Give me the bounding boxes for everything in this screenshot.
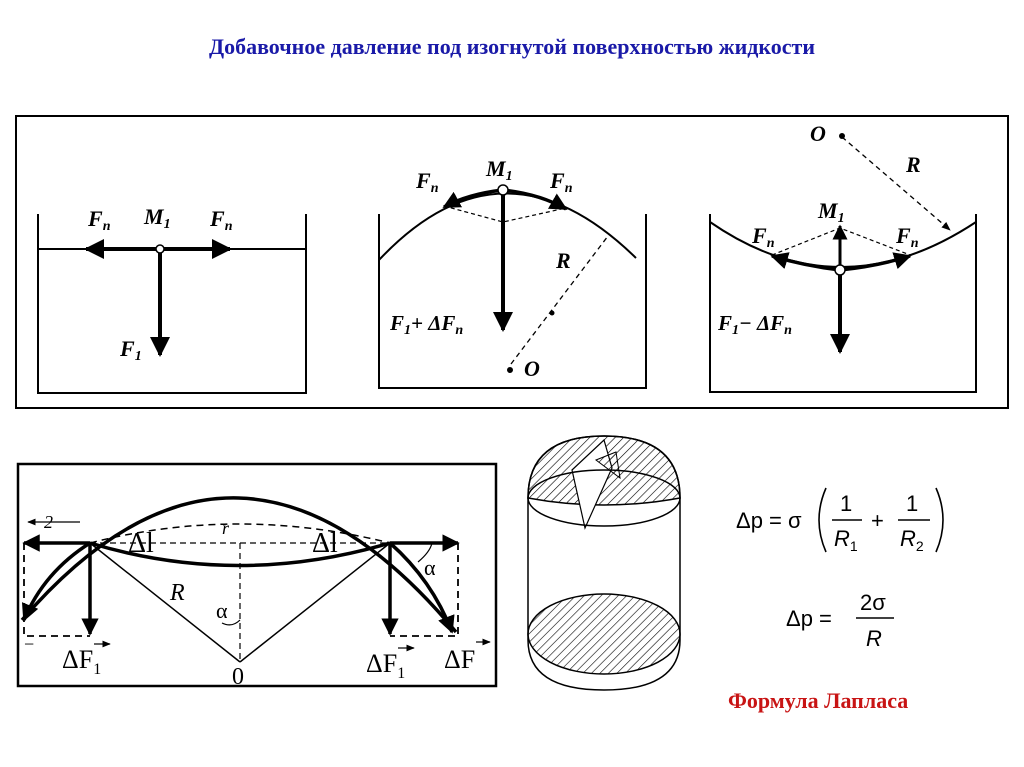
concave-liquid-surface [710, 222, 976, 267]
concave-force-left-arrow [772, 256, 840, 270]
flat-point-m1 [156, 245, 164, 253]
cap-force-diagram [18, 464, 496, 690]
mid-force-label: $\Delta F_1$ [366, 649, 406, 682]
label-2: 2 [44, 512, 53, 532]
flat-point-label: M1 [144, 204, 171, 232]
concave-radius-label: R [906, 152, 921, 177]
convex-center-point [507, 367, 513, 373]
top-surface-panel [16, 116, 1008, 408]
slide-title: Добавочное давление под изогнутой поверхностью жидкости [208, 34, 816, 59]
laplace-formulas [736, 488, 943, 651]
flat-down-force-label: F1 [120, 336, 142, 364]
formula1-plus: + [871, 508, 884, 533]
alpha-right-label: α [424, 555, 436, 580]
formula1-num1: 1 [840, 491, 853, 516]
concave-center-label: O [810, 121, 826, 146]
convex-down-force-label: F1+ ΔFп [390, 311, 464, 338]
formula2-lhs: Δp = [786, 606, 832, 631]
top-panel-frame [16, 116, 1008, 408]
convex-surface-vessel [379, 156, 646, 388]
concave-force-right-label: Fп [896, 223, 919, 251]
convex-radius-label: R [556, 248, 571, 273]
formula1-lhs: Δp = σ [736, 508, 802, 533]
convex-force-right-label: Fп [550, 168, 573, 196]
formula1-den1: $R_1$ [834, 526, 858, 554]
cylinder-cap-figure [528, 436, 680, 690]
dash-mark-label: − [24, 634, 35, 654]
left-force-label: $\Delta F_1$ [62, 645, 102, 678]
flat-surface-vessel [38, 204, 306, 393]
R-label: R [170, 580, 185, 606]
concave-force-right-arrow [840, 256, 910, 270]
formula1-left-paren [819, 488, 826, 552]
right-force-label: ΔF [444, 645, 476, 674]
concave-point-label: M1 [818, 198, 845, 226]
convex-center-label: O [524, 356, 540, 381]
concave-force-left-label: Fп [752, 223, 775, 251]
concave-point-m1 [835, 265, 845, 275]
concave-center-point [839, 133, 845, 139]
convex-force-left-label: Fп [416, 168, 439, 196]
bottom-ellipse [528, 594, 680, 674]
formula2-num: 2σ [860, 590, 886, 615]
convex-point-label: M1 [486, 156, 513, 184]
formula1-num2: 1 [906, 491, 919, 516]
delta-l-right-label: Δl [312, 528, 338, 559]
convex-point-m1 [498, 185, 508, 195]
formula2-den: R [866, 626, 882, 651]
flat-force-right-label: Fп [210, 206, 233, 234]
concave-vessel-walls [710, 214, 976, 392]
delta-l-left-label: Δl [128, 528, 154, 559]
flat-vessel-walls [38, 214, 306, 393]
convex-liquid-surface [379, 193, 636, 260]
formula1-den2: $R_2$ [900, 526, 924, 554]
left-construction-box [24, 543, 90, 636]
concave-surface-vessel [710, 121, 976, 392]
alpha-center-label: α [216, 598, 228, 623]
concave-radius-line [842, 137, 950, 230]
origin-label: 0 [232, 664, 244, 690]
r-label: r [222, 518, 230, 538]
convex-radius-midpoint [550, 311, 555, 316]
laplace-formula-caption: Формула Лапласа [728, 688, 909, 713]
flat-force-left-label: Fп [88, 206, 111, 234]
concave-down-force-label: F1− ΔFп [718, 311, 792, 338]
formula1-right-paren [936, 488, 943, 552]
